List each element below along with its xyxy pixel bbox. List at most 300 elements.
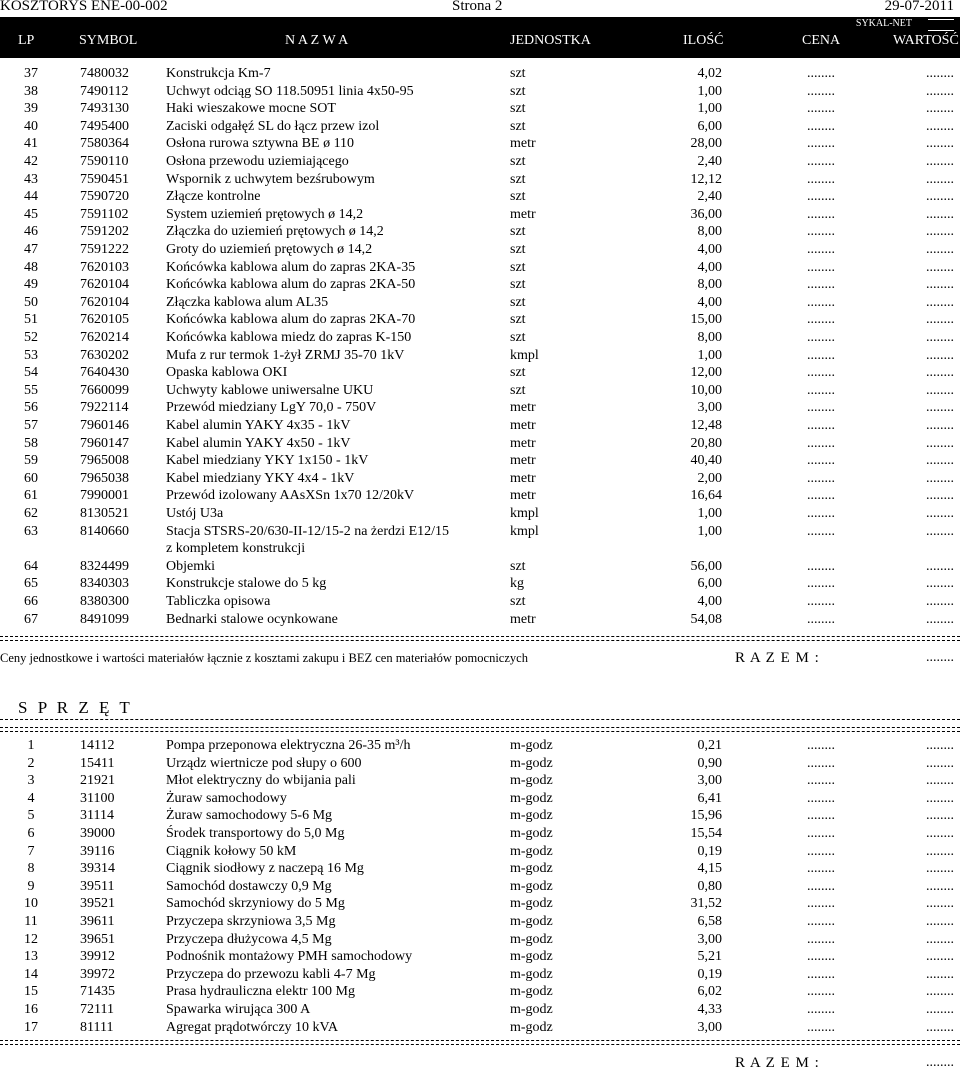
row-price: ........ [807,83,835,99]
row-lp: 8 [27,861,35,877]
row-symbol: 8491099 [80,611,129,627]
row-unit: szt [510,242,526,257]
row-unit: szt [510,154,526,169]
row-qty: 0,80 [697,878,722,894]
row-lp: 9 [27,878,35,894]
row-unit: szt [510,118,526,134]
row-lp: 62 [24,506,38,521]
row-qty: 8,00 [697,277,722,293]
row-symbol: 7490112 [80,83,129,99]
row-lp: 10 [24,896,38,912]
row-qty: 3,00 [697,931,722,947]
row-symbol: 7990001 [80,488,129,504]
row-name: Konstrukcje stalowe do 5 kg [166,576,327,592]
row-name: System uziemień prętowych ø 14,2 [166,206,364,222]
row-symbol: 7591202 [80,224,129,240]
row-name: Ustój U3a [166,506,224,521]
row-qty: 0,21 [697,738,722,753]
table-row [0,312,960,329]
row-symbol: 71435 [80,984,115,1000]
row-unit: szt [510,171,526,187]
row-unit: metr [510,400,536,416]
row-value: ........ [926,558,954,574]
row-unit: metr [510,206,536,222]
table-row [0,932,960,949]
table-row [0,967,960,984]
equipment-separator [0,1040,960,1045]
row-qty: 2,40 [697,154,722,169]
row-value: ........ [926,914,954,929]
table-row [0,756,960,773]
row-lp: 63 [24,523,38,539]
row-symbol: 7965038 [80,470,129,486]
row-symbol: 39611 [80,914,115,929]
row-unit: szt [510,294,526,310]
page-number: Strona 2 [452,0,503,14]
row-value: ........ [926,259,954,275]
row-qty: 4,00 [697,259,722,275]
row-price: ........ [807,896,835,912]
row-lp: 6 [27,826,35,841]
row-qty: 1,00 [697,347,722,363]
row-value: ........ [926,189,954,205]
row-qty: 8,00 [697,224,722,240]
row-symbol: 7591102 [80,206,129,222]
row-lp: 50 [24,294,38,310]
row-unit: m-godz [510,896,553,912]
row-value: ........ [926,330,954,345]
table-row [0,295,960,312]
row-lp: 15 [24,984,38,1000]
table-row [0,242,960,259]
row-lp: 4 [27,790,35,806]
row-value: ........ [926,896,954,912]
row-symbol: 7590110 [80,154,129,169]
row-lp: 55 [24,382,38,398]
row-price: ........ [807,558,835,574]
row-unit: szt [510,101,526,117]
row-name: Wspornik z uchwytem bezśrubowym [166,171,375,187]
table-row [0,914,960,931]
table-row [0,418,960,435]
materials-total-value: ........ [926,650,954,665]
row-qty: 8,00 [697,330,722,345]
row-symbol: 7480032 [80,66,129,81]
row-symbol: 7591222 [80,242,129,257]
row-unit: m-godz [510,826,553,841]
row-unit: m-godz [510,1019,553,1035]
row-symbol: 81111 [80,1019,114,1035]
row-value: ........ [926,470,954,486]
row-symbol: 21921 [80,773,115,789]
row-unit: szt [510,224,526,240]
row-value: ........ [926,984,954,1000]
row-name: Urządz wiertnicze pod słupy o 600 [166,755,362,771]
equipment-top-separator [0,727,960,732]
row-name: Końcówka kablowa alum do zapras 2KA-70 [166,312,416,328]
row-unit: m-godz [510,808,553,824]
row-unit: szt [510,83,526,99]
row-price: ........ [807,738,835,753]
row-name: Osłona rurowa sztywna BE ø 110 [166,136,355,152]
row-lp: 3 [27,773,35,789]
row-name: Osłona przewodu uziemiającego [166,154,349,169]
row-value: ........ [926,488,954,504]
row-lp: 45 [24,206,38,222]
materials-total-label: R A Z E M : [735,650,820,666]
row-value: ........ [926,861,954,877]
row-unit: m-godz [510,914,553,929]
row-name: Samochód skrzyniowy do 5 Mg [166,896,345,912]
row-value: ........ [926,594,954,609]
row-unit: szt [510,330,526,345]
row-price: ........ [807,914,835,929]
row-value: ........ [926,118,954,134]
row-qty: 15,54 [690,826,722,841]
row-name: Ciągnik siodłowy z naczepą 16 Mg [166,861,364,877]
row-price: ........ [807,826,835,841]
row-name: Prasa hydrauliczna elektr 100 Mg [166,984,355,1000]
row-lp: 5 [27,808,35,824]
table-row [0,436,960,453]
row-lp: 48 [24,259,38,275]
row-name: Stacja STSRS-20/630-II-12/15-2 na żerdzi E12/15 [166,523,450,539]
row-symbol: 8130521 [80,506,129,521]
row-qty: 4,00 [697,294,722,310]
row-lp: 2 [27,755,35,771]
row-value: ........ [926,878,954,894]
row-lp: 46 [24,224,38,240]
row-value: ........ [926,136,954,152]
row-qty: 15,96 [690,808,722,824]
row-symbol: 39521 [80,896,115,912]
row-qty: 3,00 [697,1019,722,1035]
row-value: ........ [926,347,954,363]
row-qty: 12,12 [690,171,722,187]
row-symbol: 31100 [80,790,115,806]
row-symbol: 39314 [80,861,115,877]
table-row [0,365,960,382]
row-name: z kompletem konstrukcji [166,541,306,557]
row-price: ........ [807,931,835,947]
row-value: ........ [926,242,954,257]
row-symbol: 7620105 [80,312,129,328]
row-lp: 1 [27,738,35,753]
row-price: ........ [807,1019,835,1035]
row-name: Końcówka kablowa alum do zapras 2KA-50 [166,277,416,293]
program-tag: SYKAL-NET [855,18,912,29]
row-symbol: 39116 [80,843,115,859]
row-qty: 4,02 [697,66,722,81]
column-header-lp: LP [18,33,35,48]
row-lp: 54 [24,365,38,381]
program-tag-lines [928,19,954,31]
row-qty: 0,19 [697,966,722,982]
row-lp: 51 [24,312,38,328]
row-unit: szt [510,277,526,293]
row-price: ........ [807,488,835,504]
row-price: ........ [807,206,835,222]
row-value: ........ [926,418,954,433]
row-price: ........ [807,154,835,169]
table-row [0,277,960,294]
row-qty: 0,90 [697,755,722,771]
table-row [0,984,960,1001]
table-row [0,506,960,523]
table-row [0,808,960,825]
row-name: Przewód izolowany AAsXSn 1x70 12/20kV [166,488,415,504]
row-unit: metr [510,136,536,152]
row-unit: m-godz [510,984,553,1000]
row-price: ........ [807,984,835,1000]
column-header-name: N A Z W A [285,33,349,48]
row-qty: 6,00 [697,576,722,592]
row-unit: szt [510,382,526,398]
row-symbol: 7960147 [80,435,129,451]
table-row [0,330,960,347]
row-lp: 42 [24,154,38,169]
row-price: ........ [807,118,835,134]
row-qty: 6,41 [697,790,722,806]
row-unit: metr [510,435,536,451]
column-header-symbol: SYMBOL [79,33,138,48]
equipment-title-separator [0,719,960,720]
row-symbol: 7922114 [80,400,129,416]
document-date: 29-07-2011 [884,0,954,14]
row-name: Kabel alumin YAKY 4x35 - 1kV [166,418,351,433]
row-qty: 1,00 [697,523,722,539]
row-value: ........ [926,611,954,627]
row-unit: metr [510,418,536,433]
row-qty: 20,80 [690,435,722,451]
materials-separator [0,636,960,641]
row-qty: 6,58 [697,914,722,929]
table-row [0,826,960,843]
row-symbol: 7965008 [80,453,129,469]
table-row [0,524,960,541]
row-name: Złączka kablowa alum AL35 [166,294,329,310]
row-value: ........ [926,790,954,806]
row-name: Mufa z rur termok 1-żył ZRMJ 35-70 1kV [166,347,405,363]
row-value: ........ [926,843,954,859]
row-value: ........ [926,949,954,965]
row-price: ........ [807,1002,835,1017]
equipment-section-title: S P R Z Ę T [18,698,133,717]
row-price: ........ [807,435,835,451]
row-name: Przyczepa do przewozu kabli 4-7 Mg [166,966,376,982]
row-unit: szt [510,66,526,81]
row-symbol: 7620103 [80,259,129,275]
row-symbol: 39511 [80,878,115,894]
row-price: ........ [807,523,835,539]
row-name: Podnośnik montażowy PMH samochodowy [166,949,413,965]
table-row [0,101,960,118]
row-name: Opaska kablowa OKI [166,365,288,381]
row-price: ........ [807,136,835,152]
row-lp: 12 [24,931,38,947]
table-row [0,1002,960,1019]
row-unit: m-godz [510,966,553,982]
row-name: Groty do uziemień prętowych ø 14,2 [166,242,373,257]
row-name: Kabel miedziany YKY 1x150 - 1kV [166,453,369,469]
row-value: ........ [926,312,954,328]
row-unit: m-godz [510,755,553,771]
row-unit: kmpl [510,506,539,521]
row-price: ........ [807,790,835,806]
row-qty: 40,40 [690,453,722,469]
row-price: ........ [807,949,835,965]
row-name: Ciągnik kołowy 50 kM [166,843,297,859]
row-name: Objemki [166,558,215,574]
row-price: ........ [807,189,835,205]
table-row [0,172,960,189]
row-value: ........ [926,171,954,187]
row-price: ........ [807,611,835,627]
row-name: Młot elektryczny do wbijania pali [166,773,356,789]
table-row [0,576,960,593]
row-qty: 36,00 [690,206,722,222]
table-row [0,66,960,83]
row-unit: m-godz [510,773,553,789]
column-header-value: WARTOŚĆ [893,33,959,48]
row-qty: 4,00 [697,242,722,257]
row-value: ........ [926,101,954,117]
row-price: ........ [807,506,835,521]
table-row [0,154,960,171]
row-lp: 64 [24,558,38,574]
row-qty: 4,15 [697,861,722,877]
row-unit: metr [510,488,536,504]
column-header-unit: JEDNOSTKA [510,33,591,48]
table-row [0,738,960,755]
row-lp: 40 [24,118,38,134]
row-value: ........ [926,277,954,293]
row-price: ........ [807,755,835,771]
row-price: ........ [807,365,835,381]
row-symbol: 39972 [80,966,115,982]
row-price: ........ [807,242,835,257]
row-price: ........ [807,594,835,609]
row-lp: 43 [24,171,38,187]
row-unit: szt [510,259,526,275]
row-lp: 14 [24,966,38,982]
row-value: ........ [926,294,954,310]
row-symbol: 7495400 [80,118,129,134]
table-row [0,541,960,558]
row-lp: 16 [24,1002,38,1017]
table-row [0,348,960,365]
row-price: ........ [807,259,835,275]
row-value: ........ [926,523,954,539]
table-row [0,84,960,101]
row-lp: 52 [24,330,38,345]
row-value: ........ [926,66,954,81]
row-price: ........ [807,808,835,824]
row-price: ........ [807,773,835,789]
page-header [0,0,960,14]
table-row [0,453,960,470]
row-qty: 16,64 [690,488,722,504]
row-price: ........ [807,171,835,187]
row-qty: 5,21 [697,949,722,965]
row-unit: kmpl [510,523,539,539]
row-symbol: 39912 [80,949,115,965]
row-value: ........ [926,738,954,753]
row-qty: 1,00 [697,101,722,117]
row-name: Uchwyty kablowe uniwersalne UKU [166,382,374,398]
row-symbol: 7580364 [80,136,129,152]
table-row [0,896,960,913]
row-lp: 37 [24,66,38,81]
row-qty: 4,00 [697,594,722,609]
row-lp: 7 [27,843,35,859]
row-lp: 67 [24,611,38,627]
table-row [0,791,960,808]
row-value: ........ [926,576,954,592]
table-row [0,488,960,505]
table-row [0,119,960,136]
table-row [0,471,960,488]
row-qty: 1,00 [697,83,722,99]
row-value: ........ [926,773,954,789]
table-row [0,861,960,878]
row-price: ........ [807,347,835,363]
row-qty: 0,19 [697,843,722,859]
row-unit: m-godz [510,1002,553,1017]
row-symbol: 7620104 [80,294,129,310]
row-value: ........ [926,154,954,169]
materials-price-note: Ceny jednostkowe i wartości materiałów łącznie z kosztami zakupu i BEZ cen materiałów pomocniczych [0,651,528,665]
row-price: ........ [807,312,835,328]
row-qty: 3,00 [697,400,722,416]
row-symbol: 7620104 [80,277,129,293]
row-symbol: 7620214 [80,330,129,345]
row-symbol: 7960146 [80,418,129,433]
row-symbol: 8140660 [80,523,129,539]
row-name: Przyczepa dłużycowa 4,5 Mg [166,931,332,947]
row-qty: 2,00 [697,470,722,486]
row-symbol: 7493130 [80,101,129,117]
table-row [0,383,960,400]
document-title: KOSZTORYS ENE-00-002 [0,0,168,14]
row-value: ........ [926,931,954,947]
row-name: Złącze kontrolne [166,189,261,205]
row-price: ........ [807,224,835,240]
row-value: ........ [926,224,954,240]
row-symbol: 7640430 [80,365,129,381]
row-value: ........ [926,206,954,222]
row-lp: 41 [24,136,38,152]
row-price: ........ [807,418,835,433]
row-qty: 56,00 [690,558,722,574]
row-qty: 6,00 [697,118,722,134]
row-lp: 53 [24,347,38,363]
row-unit: szt [510,365,526,381]
row-name: Złączka do uziemień prętowych ø 14,2 [166,224,384,240]
row-qty: 54,08 [690,611,722,627]
row-name: Środek transportowy do 5,0 Mg [166,826,345,841]
row-price: ........ [807,66,835,81]
row-qty: 28,00 [690,136,722,152]
row-name: Konstrukcja Km-7 [166,66,271,81]
row-symbol: 8380300 [80,594,129,609]
row-price: ........ [807,330,835,345]
row-qty: 3,00 [697,773,722,789]
row-value: ........ [926,382,954,398]
table-row [0,260,960,277]
row-unit: kg [510,576,524,592]
row-value: ........ [926,1002,954,1017]
